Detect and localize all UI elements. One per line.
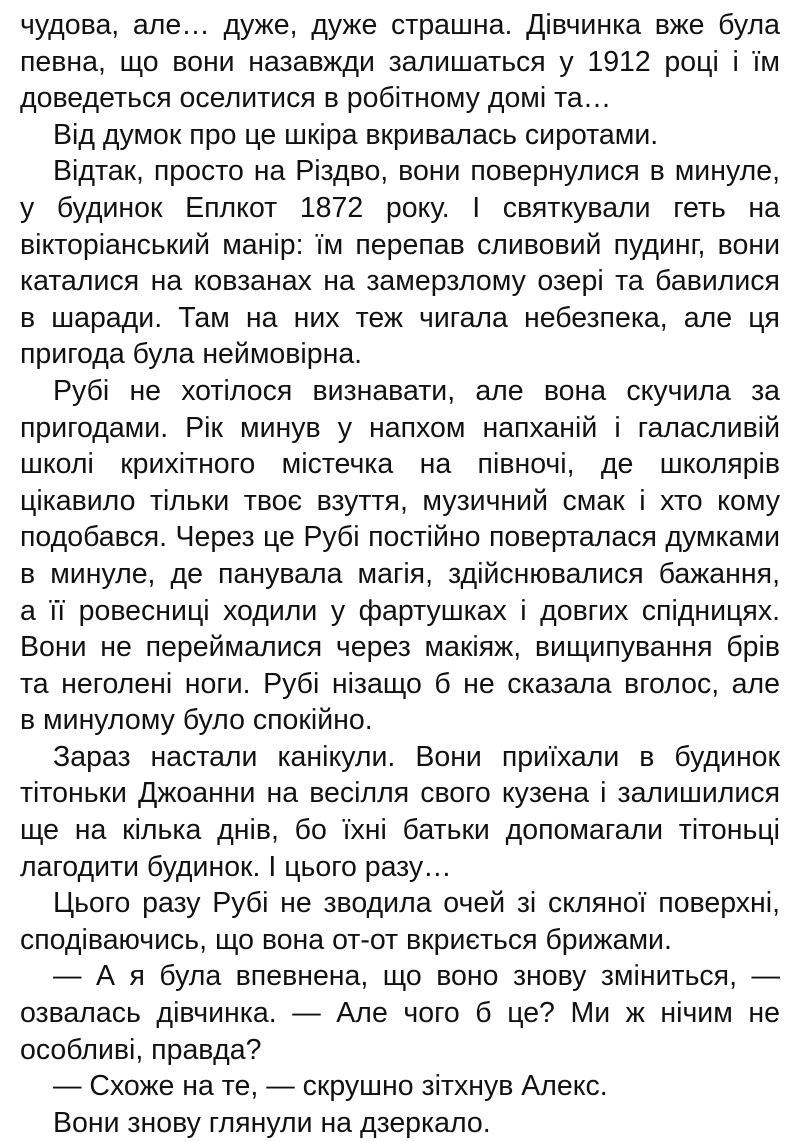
paragraph-start-line: Вони знову глянули на дзеркало. <box>53 1106 491 1139</box>
text-line: особливі, правда? <box>20 1033 262 1066</box>
text-line: ще на кілька днів, бо їхні батьки допомагали тітоньці <box>20 814 780 847</box>
paragraph-start-line: Відтак, просто на Різдво, вони повернулися в минуле, <box>53 155 780 188</box>
text-line: доведеться оселитися в робітному домі та… <box>20 82 612 115</box>
paragraph-start-line: Цього разу Рубі не зводила очей зі скляної поверхні, <box>53 887 780 920</box>
text-line: вікторіанський манір: їм перепав сливовий пудинг, вони <box>20 228 780 261</box>
text-line: Вони не переймалися через макіяж, вищипування брів <box>20 631 780 664</box>
text-line: в шаради. Там на них теж чигала небезпека, але ця <box>20 301 780 334</box>
text-line: тітоньки Джоанни на весілля свого кузена і залишилися <box>20 777 780 810</box>
text-line: каталися на ковзанах на замерзлому озері та бавилися <box>20 265 780 298</box>
paragraph-start-line: — А я була впевнена, що воно знову зміниться, — <box>53 960 780 993</box>
book-page <box>20 7 780 1141</box>
text-line: пригода була неймовірна. <box>20 338 363 371</box>
text-line: сподіваючись, що вона от-от вкриється брижами. <box>20 923 672 956</box>
paragraph-start-line: Від думок про це шкіра вкривалась сиротами. <box>53 118 659 151</box>
text-line: в минуле, де панувала магія, здійснювалися бажання, <box>20 557 780 590</box>
paragraph-start-line: Зараз настали канікули. Вони приїхали в будинок <box>53 740 780 773</box>
paragraph-start-line: Рубі не хотілося визнавати, але вона скучила за <box>53 374 780 407</box>
text-line: чудова, але… дуже, дуже страшна. Дівчинка вже була <box>20 9 780 41</box>
text-line: цікавило тільки твоє взуття, музичний смак і хто кому <box>20 484 780 517</box>
text-line: а її ровесниці ходили у фартушках і довгих спідницях. <box>20 594 780 627</box>
text-line: лагодити будинок. І цього разу… <box>20 850 452 883</box>
text-line: пригодами. Рік минув у напхом напханій і галасливій <box>20 411 780 444</box>
text-line: озвалась дівчинка. — Але чого б це? Ми ж нічим не <box>20 997 780 1030</box>
text-line: в минулому було спокійно. <box>20 704 373 737</box>
text-line: школі крихітного містечка на півночі, де школярів <box>20 448 780 481</box>
text-line: у будинок Еплкот 1872 року. І святкували геть на <box>20 191 780 224</box>
text-line: певна, що вони назавжди залишаться у 1912 році і їм <box>20 45 780 78</box>
text-line: та неголені ноги. Рубі нізащо б не сказала вголос, але <box>20 667 780 700</box>
paragraph-start-line: — Схоже на те, — скрушно зітхнув Алекс. <box>53 1070 608 1103</box>
text-line: подобався. Через це Рубі постійно поверталася думками <box>20 521 780 554</box>
